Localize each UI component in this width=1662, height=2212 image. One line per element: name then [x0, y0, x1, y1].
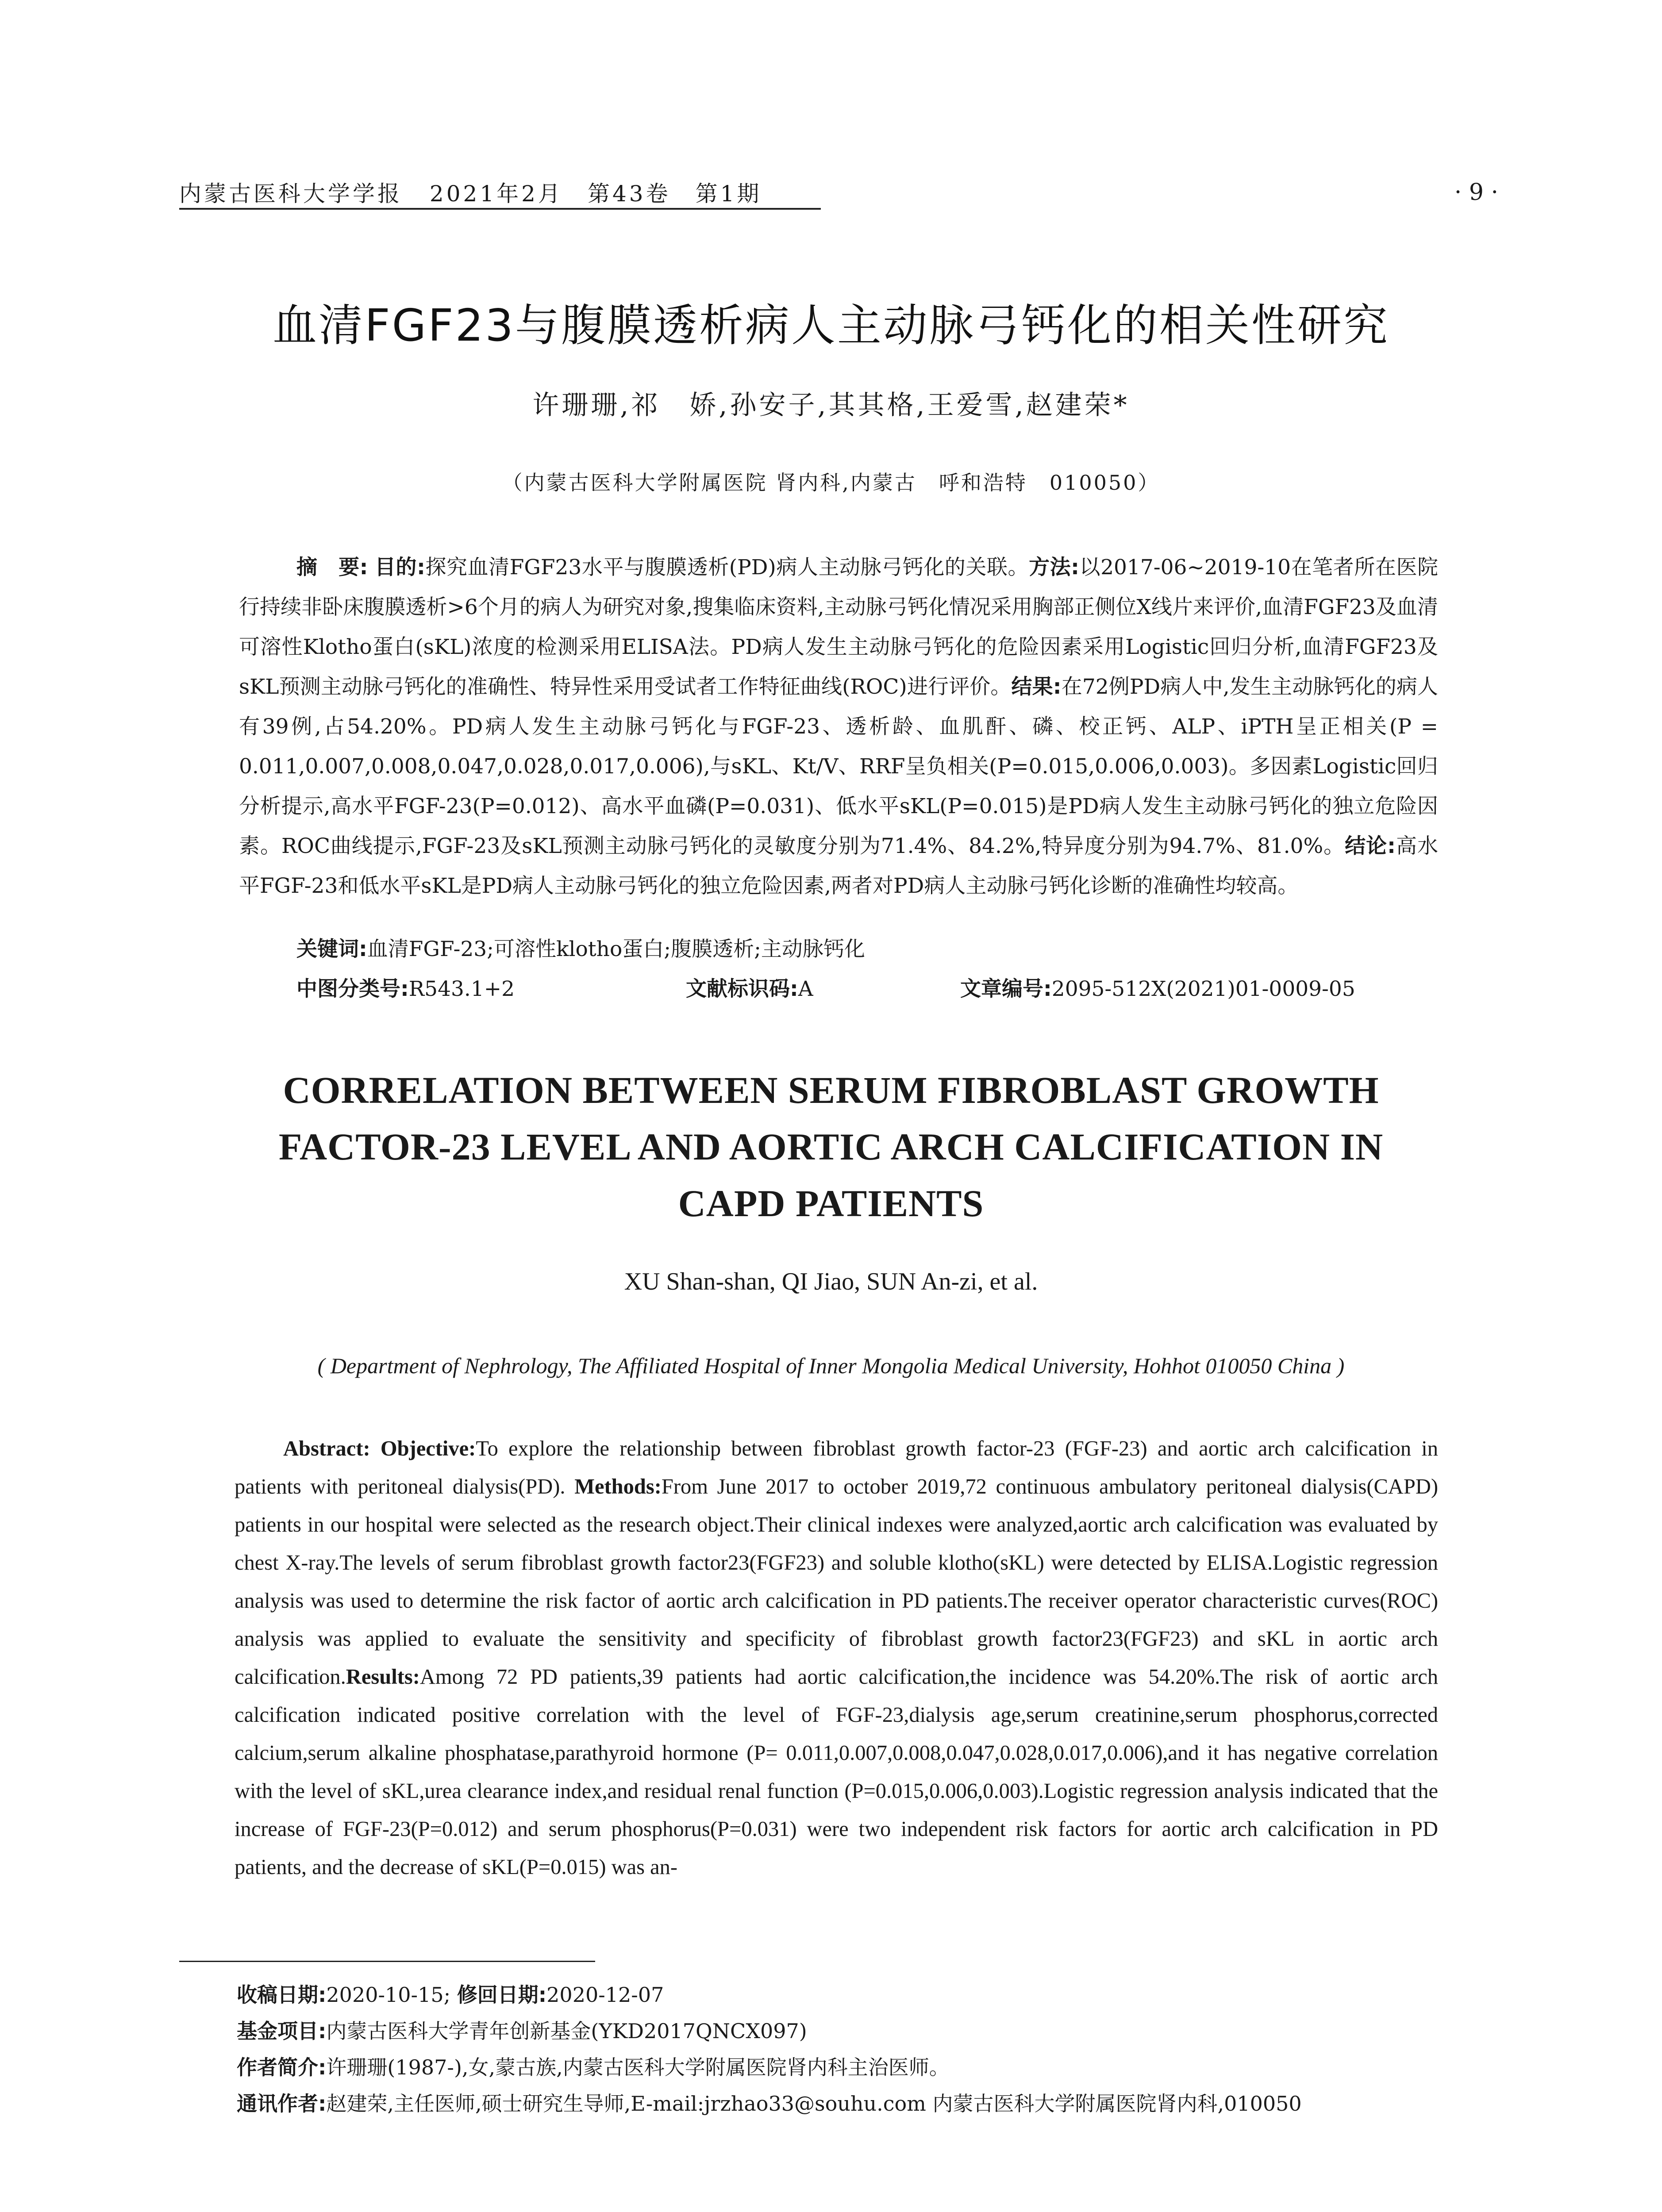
- received-label: 收稿日期:: [237, 1983, 327, 2007]
- chinese-abstract: [239, 548, 1438, 906]
- footnote-rule: [179, 1961, 595, 1962]
- issue-info: 2021年2月 第43卷 第1期: [429, 181, 762, 207]
- results-text: 在72例PD病人中,发生主动脉钙化的病人有39例,占54.20%。PD病人发生主动脉弓钙化与FGF-23、透析龄、血肌酐、磷、校正钙、ALP、iPTH呈正相关(P = 0.011,0.007,0.008,0.047,0.028,0.017,0.006),与sKL、Kt/V、RRF呈负相关(P=0.015,0.006,0.003)。多因素Logistic回归分析提示,高水平FGF-23(P=0.012)、高水平血磷(P=0.031)、低水平sKL(P=0.015)是PD病人发生主动脉弓钙化的独立危险因素。ROC曲线提示,FGF-23及sKL预测主动脉弓钙化的灵敏度分别为71.4%、84.2%,特异度分别为94.7%、81.0%。: [239, 675, 1438, 858]
- objective-label: 目的:: [375, 555, 425, 580]
- clc-code: [296, 972, 515, 1002]
- methods-label: 方法:: [1029, 555, 1079, 580]
- conclusion-text: 高水平FGF-23和低水平sKL是PD病人主动脉弓钙化的独立危险因素,两者对PD病人主动脉弓钙化诊断的准确性均较高。: [239, 834, 1439, 898]
- chinese-affiliation: （内蒙古医科大学附属医院 肾内科,内蒙古 呼和浩特 010050）: [502, 471, 1160, 495]
- objective-text: 探究血清FGF23水平与腹膜透析(PD)病人主动脉弓钙化的关联。: [425, 555, 1029, 580]
- doc-value: A: [798, 977, 813, 1001]
- english-affiliation: ( Department of Nephrology, The Affiliated Hospital of Inner Mongolia Medical University, Hohhot 010050 China ): [317, 1353, 1345, 1378]
- article-value: 2095-512X(2021)01-0009-05: [1051, 977, 1355, 1001]
- page-number: · 9 ·: [1454, 179, 1498, 206]
- results-en-text: Among 72 PD patients,39 patients had aortic calcification,the incidence was 54.20%.The risk of aortic arch calcification indicated positive correlation with the level of FGF-23,dialysis age,serum creatinine,serum phosphorus,corrected calcium,serum alkaline phosphatase,parathyroid hormone (P= 0.011,0.007,0.008,0.047,0.028,0.017,0.006),and it has negative correlation with the level of sKL,urea clearance index,and residual renal function (P=0.015,0.006,0.003).Logistic regression analysis indicated that the increase of FGF-23(P=0.012) and serum phosphorus(P=0.031) were two independent risk factors for aortic arch calcification in PD patients, and the decrease of sKL(P=0.015) was an-: [235, 1665, 1438, 1879]
- methods-en-label: Methods:: [574, 1475, 662, 1498]
- fund-text: 内蒙古医科大学青年创新基金(YKD2017QNCX097): [326, 2019, 807, 2043]
- keywords: [296, 933, 1438, 962]
- methods-en-text: From June 2017 to october 2019,72 continuous ambulatory peritoneal dialysis(CAPD) patients in our hospital were selected as the research object.Their clinical indexes were analyzed,aortic arch calcification was evaluated by chest X-ray.The levels of serum fibroblast growth factor23(FGF23) and soluble klotho(sKL) were detected by ELISA.Logistic regression analysis was used to determine the risk factor of aortic arch calcification in PD patients.The receiver operator characteristic curves(ROC) analysis was applied to evaluate the sensitivity and specificity of fibroblast growth factor23(FGF23) and sKL in aortic arch calcification.: [235, 1475, 1438, 1689]
- document-code: [686, 972, 813, 1002]
- abstract-en-label: Abstract:: [283, 1437, 370, 1460]
- chinese-title: 血清FGF23与腹膜透析病人主动脉弓钙化的相关性研究: [273, 300, 1389, 351]
- corresponding-text: 赵建荣,主任医师,硕士研究生导师,E-mail:jrzhao33@souhu.com 内蒙古医科大学附属医院肾内科,010050: [326, 2092, 1302, 2116]
- corresponding-label: 通讯作者:: [237, 2092, 327, 2116]
- clc-value: R543.1+2: [408, 977, 515, 1001]
- footnote-fund: [237, 2013, 1454, 2049]
- fund-label: 基金项目:: [237, 2019, 327, 2043]
- methods-text: 以2017-06~2019-10在笔者所在医院行持续非卧床腹膜透析>6个月的病人为研究对象,搜集临床资料,主动脉弓钙化情况采用胸部正侧位X线片来评价,血清FGF23及血清可溶性Klotho蛋白(sKL)浓度的检测采用ELISA法。PD病人发生主动脉弓钙化的危险因素采用Logistic回归分析,血清FGF23及sKL预测主动脉弓钙化的准确性、特异性采用受试者工作特征曲线(ROC)进行评价。: [239, 555, 1439, 699]
- english-title: [0, 1062, 1662, 1232]
- keywords-text: 血清FGF-23;可溶性klotho蛋白;腹膜透析;主动脉钙化: [367, 937, 865, 961]
- results-en-label: Results:: [346, 1665, 420, 1689]
- keywords-label: 关键词:: [296, 937, 367, 961]
- received-date: 2020-10-15;: [326, 1983, 451, 2007]
- author-bio-label: 作者简介:: [237, 2055, 327, 2079]
- chinese-authors: 许珊珊,祁 娇,孙安子,其其格,王爱雪,赵建荣*: [532, 390, 1130, 421]
- article-number: [960, 972, 1355, 1002]
- article-label: 文章编号:: [960, 977, 1052, 1001]
- objective-en-label: Objective:: [380, 1437, 476, 1460]
- english-abstract: [235, 1430, 1438, 1886]
- journal-name: 内蒙古医科大学学报: [179, 181, 402, 207]
- conclusion-label: 结论:: [1345, 834, 1396, 858]
- results-label: 结果:: [1011, 675, 1062, 699]
- author-bio-text: 许珊珊(1987-),女,蒙古族,内蒙古医科大学附属医院肾内科主治医师。: [326, 2055, 950, 2079]
- header-rule: [179, 208, 821, 210]
- doc-label: 文献标识码:: [686, 977, 798, 1001]
- abstract-label: 摘 要:: [296, 555, 368, 580]
- clc-label: 中图分类号:: [296, 977, 409, 1001]
- revised-date: 2020-12-07: [546, 1983, 664, 2007]
- running-header-left: [179, 176, 762, 208]
- english-title-text: CORRELATION BETWEEN SERUM FIBROBLAST GROWTH FACTOR-23 LEVEL AND AORTIC ARCH CALCIFICATION IN CAPD PATIENTS: [278, 1069, 1384, 1225]
- footnote-dates: [237, 1977, 1454, 2013]
- revised-label: 修回日期:: [457, 1983, 547, 2007]
- english-authors: XU Shan-shan, QI Jiao, SUN An-zi, et al.: [624, 1268, 1038, 1295]
- footnote-correspondence: [237, 2085, 1454, 2122]
- objective-en-text: To explore the relationship between fibroblast growth factor-23 (FGF-23) and aortic arch calcification in patients with peritoneal dialysis(PD).: [235, 1437, 1438, 1498]
- footnote-author: [237, 2049, 1454, 2085]
- footnotes: [237, 1977, 1454, 2122]
